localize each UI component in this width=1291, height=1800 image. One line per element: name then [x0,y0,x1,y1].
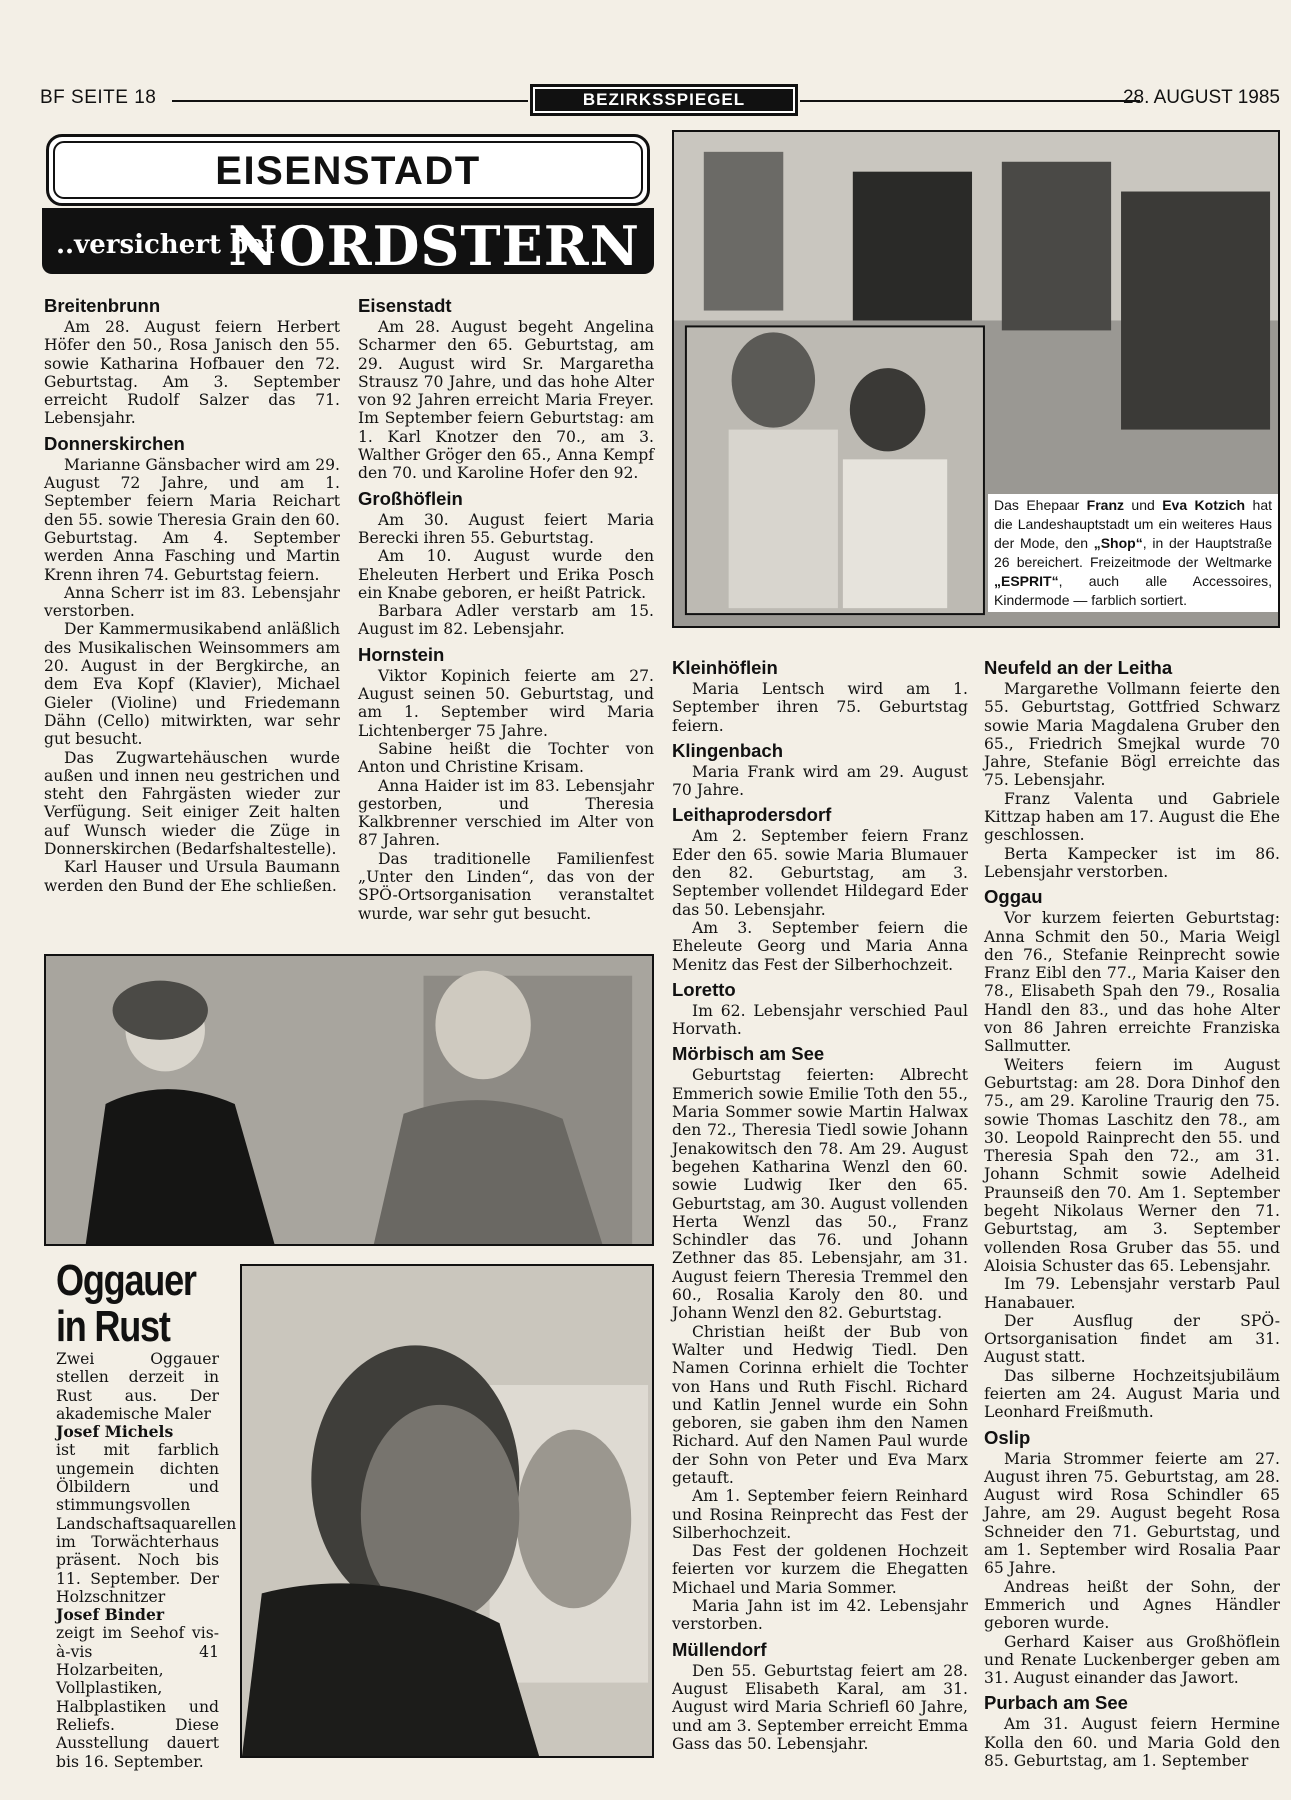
article-paragraph: Der Ausflug der SPÖ-Ortsorganisation findet am 31. August statt. [984,1311,1280,1367]
article-paragraph: Am 28. August feiern Herbert Höfer den 50., Rosa Janisch den 55. sowie Katharina Hofbauer den 72. Geburtstag. Am 3. September erreicht Rudolf Salzer das 71. Lebensjahr. [44,318,340,428]
town-heading: Eisenstadt [358,295,452,316]
rust-article: Zwei Oggauer stellen derzeit in Rust aus. Der akademische Maler Josef Michels ist mit farblich ungemein dichten Ölbildern und stimmungsvollen Landschaftsaquarellen im Torwächterhaus präsent. Noch bis 11. September. Der Holzschnitzer Josef Binder zeigt im Seehof vis-à-vis 41 Holzarbeiten, Vollplastiken, Halbplastiken und Reliefs. Diese Ausstellung dauert bis 16. September. [56,1350,237,1771]
couple-photo [44,954,654,1246]
column-4 [984,656,1280,1770]
rust-headline: Oggauer in Rust [56,1256,196,1351]
article-paragraph: Marianne Gänsbacher wird am 29. August 72 Jahre, und am 1. September feiern Maria Reichart den 55. sowie Theresia Grain den 60. Geburtstag. Am 4. September werden Anna Fasching und Martin Krenn ihren 74. Geburtstag feiern. [44,455,340,584]
article-paragraph: Am 3. September feiern die Eheleute Georg und Maria Anna Menitz das Fest der Silberhochzeit. [672,918,968,974]
article-paragraph: Am 1. September feiern Reinhard und Rosina Reinprecht das Fest der Silberhochzeit. [672,1487,968,1542]
artist-photo-image [242,1266,652,1756]
town-heading: Mörbisch am See [672,1043,825,1065]
article-paragraph: Maria Frank wird am 29. August 70 Jahre. [672,762,968,800]
town-heading: Donnerskirchen [44,432,185,454]
article-paragraph: Maria Jahn ist im 42. Lebensjahr verstorben. [672,1597,968,1634]
town-heading: Großhöflein [358,487,463,509]
article-paragraph: Geburtstag feierten: Albrecht Emmerich sowie Emilie Toth den 55., Maria Sommer sowie Martin Halwax den 72., Theresia Tiedl sowie Johann Jenakowitsch den 78. Am 29. August begehen Katharina Wenzl den 60. sowie Ludwig Iker den 65. Geburtstag, am 30. August vollenden Herta Wenzl das 50., Franz Schindler das 76. und Johann Zethner das 85. Lebensjahr, am 31. August feiern Theresia Tremmel den 60., Rosalia Karoly den 80. und Johann Wenzl den 82. Geburtstag. [672,1066,968,1323]
eisenstadt-banner [46,134,650,206]
nordstern-ad [42,208,654,278]
article-paragraph: Berta Kampecker ist im 86. Lebensjahr verstorben. [984,844,1280,881]
couple-photo-image [46,956,652,1244]
column-2 [358,294,654,923]
town-heading: Oggau [984,886,1043,908]
article-paragraph: Am 31. August feiern Hermine Kolla den 60. und Maria Gold den 85. Geburtstag, am 1. September [984,1715,1280,1771]
article-paragraph: Am 30. August feiert Maria Berecki ihren 55. Geburtstag. [358,510,654,547]
article-paragraph: Sabine heißt die Tochter von Anton und Christine Krisam. [358,739,654,777]
article-paragraph: Der Kammermusikabend anläßlich des Musikalischen Weinsommers am 20. August in der Bergkirche, an dem Eva Kopf (Klavier), Michael Gieler (Violine) und Friedemann Dähn (Cello) mitwirkten, war sehr gut besucht. [44,620,340,749]
column-3 [672,656,968,1753]
header-rule-left [172,100,528,102]
article-paragraph: Margarethe Vollmann feierte den 55. Geburtstag, Gottfried Schwarz sowie Maria Magdalena Gruber den 65., Friedrich Smejkal wurde 70 Jahre, Stefanie Bögl erreichte das 75. Lebensjahr. [984,680,1280,790]
ad-brand: NORDSTERN [228,214,640,278]
shop-photo-caption: Das Ehepaar Franz und Eva Kotzich hat die Landeshauptstadt um ein weiteres Haus der Mode, den „Shop“, in der Hauptstraße 26 bereichert. Freizeitmode der Weltmarke „ESPRIT“, auch alle Accessoires, Kindermode — farblich sortiert. [988,494,1278,612]
article-paragraph: Das Fest der goldenen Hochzeit feierten vor kurzem die Ehegatten Michael und Maria Sommer. [672,1542,968,1597]
issue-date: 28. AUGUST 1985 [1122,87,1280,108]
article-paragraph: Barbara Adler verstarb am 15. August im 82. Lebensjahr. [358,602,654,639]
section-label [530,84,798,116]
article-paragraph: Am 10. August wurde den Eheleuten Herbert und Erika Posch ein Knabe geboren, er heißt Patrick. [358,547,654,602]
article-paragraph: Das silberne Hochzeitsjubiläum feierten am 24. August Maria und Leonhard Freißmuth. [984,1366,1280,1422]
article-paragraph: Am 2. September feiern Franz Eder den 65. sowie Maria Blumauer den 82. Geburtstag, am 3. September vollendet Hildegard Eder das 50. Lebensjahr. [672,827,968,919]
page-number: BF SEITE 18 [40,87,157,108]
town-heading: Neufeld an der Leitha [984,657,1173,678]
article-paragraph: Gerhard Kaiser aus Großhöflein und Renate Luckenberger geben am 31. August einander das Jawort. [984,1632,1280,1688]
town-heading: Kleinhöflein [672,657,778,678]
article-paragraph: Christian heißt der Bub von Walter und Hedwig Tiedl. Den Namen Corinna erhielt die Tochter von Hans und Ruth Fischl. Richard und Katlin Jennel wurde ein Sohn geboren, sie gaben ihm den Namen Richard. Auf den Namen Paul wurde der Sohn von Peter und Eva Marx getauft. [672,1322,968,1487]
town-heading: Purbach am See [984,1692,1128,1714]
article-paragraph: Viktor Kopinich feierte am 27. August seinen 50. Geburtstag, und am 1. September wird Maria Lichtenberger 75 Jahre. [358,666,654,740]
page-header [40,84,1280,116]
header-rule-right [800,100,1140,102]
article-paragraph: Den 55. Geburtstag feiert am 28. August Elisabeth Karal, am 31. August wird Maria Schriefl 60 Jahre, und am 3. September erreicht Emma Gass das 50. Lebensjahr. [672,1661,968,1753]
town-heading: Breitenbrunn [44,295,161,316]
town-heading: Oslip [984,1426,1031,1448]
town-heading: Leithaprodersdorf [672,804,832,826]
article-paragraph: Franz Valenta und Gabriele Kittzap haben am 17. August die Ehe geschlossen. [984,789,1280,845]
article-paragraph: Im 79. Lebensjahr verstarb Paul Hanabauer. [984,1275,1280,1312]
town-heading: Klingenbach [672,739,784,761]
town-heading: Hornstein [358,643,445,665]
column-1 [44,294,340,895]
article-paragraph: Das traditionelle Familienfest „Unter den Linden“, das von der SPÖ-Ortsorganisation veranstaltet wurde, war sehr gut besucht. [358,849,654,923]
article-paragraph: Maria Strommer feierte am 27. August ihren 75. Geburtstag, am 28. August wird Rosa Schindler 65 Jahre, am 29. August begeht Rosa Schneider den 71. Geburtstag, und am 1. September wird Rosalia Paar 65 Jahre. [984,1449,1280,1578]
eisenstadt-title: EISENSTADT [53,141,643,199]
article-paragraph: Weiters feiern im August Geburtstag: am 28. Dora Dinhof den 75., am 29. Karoline Traurig den 75. sowie Thomas Laschitz den 78., am 30. Leopold Rainprecht den 55. und Theresia Spah den 72., am 31. Johann Schmit sowie Adelheid Praunseiß den 70. Am 1. September begeht Nikolaus Werner den 71. Geburtstag, am 3. September vollenden Rosa Gruber das 55. und Aloisia Schuster das 65. Lebensjahr. [984,1055,1280,1275]
article-paragraph: Am 28. August begeht Angelina Scharmer den 65. Geburtstag, am 29. August wird Sr. Margaretha Strausz 70 Jahre, und das hohe Alter von 92 Jahren erreicht Maria Freyer. Im September feiern Geburtstag: am 1. Karl Knotzer den 70., am 3. Walther Gröger den 65., Anna Kempf den 70. und Karoline Hofer den 92. [358,318,654,483]
article-paragraph: Karl Hauser und Ursula Baumann werden den Bund der Ehe schließen. [44,858,340,895]
article-paragraph: Vor kurzem feierten Geburtstag: Anna Schmit den 50., Maria Weigl den 76., Stefanie Reinprecht sowie Franz Eibl den 77., Maria Kaiser den 78., Elisabeth Spah den 79., Rosalia Handl den 83., und das hohe Alter von 86 Jahren erreichte Franziska Sallmutter. [984,909,1280,1056]
article-paragraph: Anna Haider ist im 83. Lebensjahr gestorben, und Theresia Kalkbrenner verschied im Alter von 87 Jahren. [358,776,654,850]
article-paragraph: Im 62. Lebensjahr verschied Paul Horvath. [672,1001,968,1039]
town-heading: Müllendorf [672,1638,767,1660]
article-paragraph: Andreas heißt der Sohn, der Emmerich und Agnes Händler geboren wurde. [984,1577,1280,1633]
artist-photo [240,1264,654,1758]
ad-tagline: ..versichert bei [56,230,275,260]
article-paragraph: Das Zugwartehäuschen wurde außen und innen neu gestrichen und steht den Fahrgästen wieder zur Verfügung. Seit einiger Zeit halten auf Wunsch wieder die Züge in Donnerskirchen (Bedarfshaltestelle). [44,748,340,859]
section-label-text: BEZIRKSSPIEGEL [535,89,793,111]
article-paragraph: Maria Lentsch wird am 1. September ihren 75. Geburtstag feiern. [672,680,968,735]
town-heading: Loretto [672,978,736,1000]
article-paragraph: Anna Scherr ist im 83. Lebensjahr verstorben. [44,583,340,621]
